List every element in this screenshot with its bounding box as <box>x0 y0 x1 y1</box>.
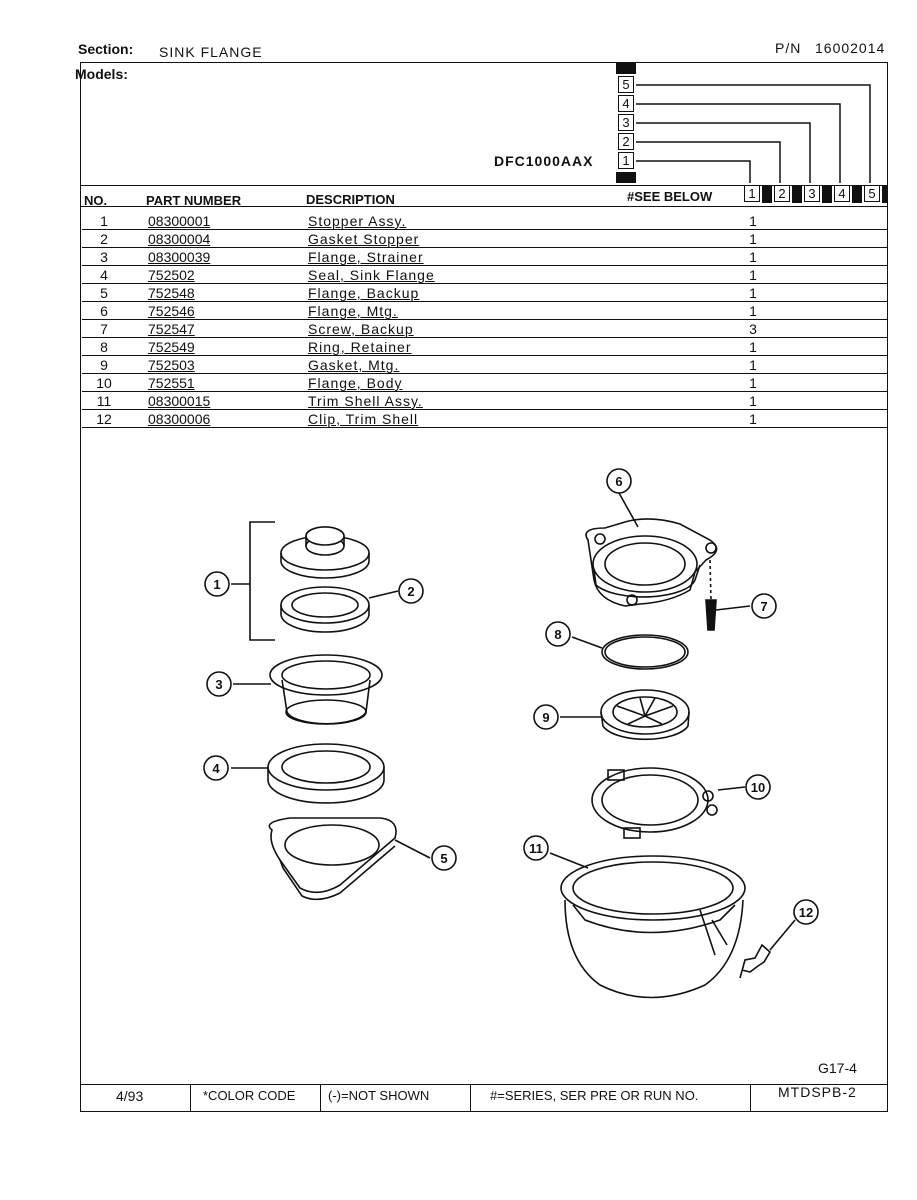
model-name: DFC1000AAX <box>494 153 594 169</box>
row-part: 752503 <box>148 357 195 373</box>
table-row <box>82 212 888 230</box>
row-no: 9 <box>100 357 108 373</box>
callout-1: 1 <box>213 577 221 592</box>
col-series-sep <box>822 185 832 203</box>
col-series-2: 2 <box>774 185 790 202</box>
callout-10: 10 <box>750 780 766 795</box>
table-row <box>82 266 888 284</box>
row-no: 10 <box>96 375 112 391</box>
series-connector-lines <box>0 0 917 200</box>
models-label: Models: <box>75 66 128 82</box>
callout-4: 4 <box>212 761 220 776</box>
col-series-3: 3 <box>804 185 820 202</box>
col-see-header: #SEE BELOW <box>627 189 713 204</box>
table-row <box>82 392 888 410</box>
table-row <box>82 338 888 356</box>
row-qty: 1 <box>749 339 757 355</box>
callout-3: 3 <box>215 677 223 692</box>
callout-9: 9 <box>542 710 550 725</box>
series-box-3: 3 <box>618 114 634 131</box>
row-desc: Flange, Mtg. <box>308 303 398 319</box>
row-no: 4 <box>100 267 108 283</box>
row-qty: 1 <box>749 285 757 301</box>
col-no-header: NO. <box>84 193 108 208</box>
series-box-2: 2 <box>618 133 634 150</box>
col-series-sep <box>882 185 888 203</box>
row-qty: 1 <box>749 249 757 265</box>
row-qty: 1 <box>749 375 757 391</box>
table-row <box>82 374 888 392</box>
footer-divider <box>470 1084 471 1112</box>
col-series-1: 1 <box>744 185 760 202</box>
table-row <box>82 284 888 302</box>
row-no: 8 <box>100 339 108 355</box>
row-part: 08300006 <box>148 411 211 427</box>
col-series-4: 4 <box>834 185 850 202</box>
table-row <box>82 230 888 248</box>
row-part: 08300001 <box>148 213 211 229</box>
pn-value: 16002014 <box>815 40 886 56</box>
callout-2: 2 <box>407 584 415 599</box>
row-no: 7 <box>100 321 108 337</box>
footer-date: 4/93 <box>116 1088 144 1104</box>
series-box-1: 1 <box>618 152 634 169</box>
row-part: 08300039 <box>148 249 211 265</box>
row-desc: Ring, Retainer <box>308 339 412 355</box>
row-qty: 3 <box>749 321 757 337</box>
row-part: 752549 <box>148 339 195 355</box>
table-header-rule <box>80 206 888 207</box>
table-row <box>82 302 888 320</box>
row-qty: 1 <box>749 213 757 229</box>
row-desc: Stopper Assy. <box>308 213 407 229</box>
callout-7: 7 <box>760 599 768 614</box>
row-qty: 1 <box>749 411 757 427</box>
callout-11: 11 <box>529 841 543 856</box>
exploded-parts-diagram <box>0 440 917 1080</box>
col-series-sep <box>792 185 802 203</box>
series-box-4: 4 <box>618 95 634 112</box>
row-part: 752551 <box>148 375 195 391</box>
row-no: 5 <box>100 285 108 301</box>
page-code: G17-4 <box>818 1060 857 1076</box>
section-label: Section: <box>78 41 134 57</box>
row-desc: Flange, Body <box>308 375 403 391</box>
row-part: 752546 <box>148 303 195 319</box>
row-no: 12 <box>96 411 112 427</box>
footer-color-code: *COLOR CODE <box>203 1088 296 1103</box>
table-row <box>82 356 888 374</box>
row-no: 2 <box>100 231 108 247</box>
row-part: 752548 <box>148 285 195 301</box>
footer-series-note: #=SERIES, SER PRE OR RUN NO. <box>490 1088 699 1103</box>
pn-label: P/N <box>775 40 802 56</box>
col-part-header: PART NUMBER <box>146 193 242 208</box>
row-desc: Flange, Backup <box>308 285 420 301</box>
row-no: 11 <box>96 393 112 409</box>
footer-divider <box>750 1084 751 1112</box>
row-qty: 1 <box>749 267 757 283</box>
row-no: 6 <box>100 303 108 319</box>
row-desc: Screw, Backup <box>308 321 414 337</box>
row-qty: 1 <box>749 357 757 373</box>
row-no: 3 <box>100 249 108 265</box>
row-desc: Trim Shell Assy. <box>308 393 423 409</box>
row-desc: Clip, Trim Shell <box>308 411 419 427</box>
row-part: 08300004 <box>148 231 211 247</box>
table-row <box>82 410 888 428</box>
table-row <box>82 248 888 266</box>
callout-8: 8 <box>554 627 562 642</box>
row-no: 1 <box>100 213 108 229</box>
row-desc: Gasket Stopper <box>308 231 420 247</box>
callout-6: 6 <box>615 474 623 489</box>
row-desc: Seal, Sink Flange <box>308 267 435 283</box>
row-qty: 1 <box>749 303 757 319</box>
row-qty: 1 <box>749 393 757 409</box>
row-part: 752502 <box>148 267 195 283</box>
row-desc: Gasket, Mtg. <box>308 357 400 373</box>
row-qty: 1 <box>749 231 757 247</box>
callout-12: 12 <box>798 905 814 920</box>
row-part: 08300015 <box>148 393 211 409</box>
series-box-5: 5 <box>618 76 634 93</box>
footer-not-shown: (-)=NOT SHOWN <box>328 1088 430 1103</box>
col-series-sep <box>762 185 772 203</box>
col-series-5: 5 <box>864 185 880 202</box>
footer-top-rule <box>80 1084 888 1085</box>
footer-divider <box>190 1084 191 1112</box>
footer-doc-code: MTDSPB-2 <box>778 1084 857 1100</box>
row-desc: Flange, Strainer <box>308 249 424 265</box>
col-series-sep <box>852 185 862 203</box>
row-part: 752547 <box>148 321 195 337</box>
table-row <box>82 320 888 338</box>
callout-5: 5 <box>440 851 448 866</box>
footer-divider <box>320 1084 321 1112</box>
col-desc-header: DESCRIPTION <box>306 192 395 207</box>
section-value: SINK FLANGE <box>159 44 263 60</box>
